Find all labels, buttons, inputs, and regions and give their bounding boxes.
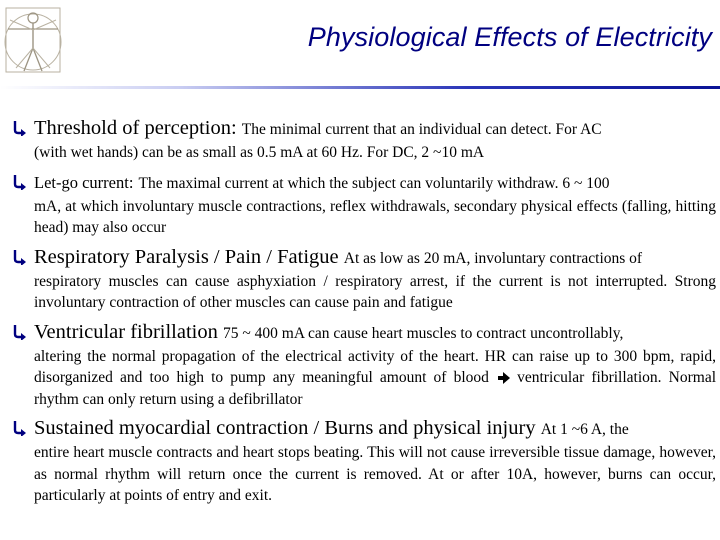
bullet-lead: The maximal current at which the subject can voluntarily withdraw. 6 ~ 100 [138,174,610,192]
curved-arrow-icon [10,119,27,136]
list-item [10,170,716,239]
bullet-heading: Respiratory Paralysis / Pain / Fatigue [34,245,339,268]
bullet-body: (with wet hands) can be as small as 0.5 mA at 60 Hz. For DC, 2 ~10 mA [34,144,485,161]
bullet-body: entire heart muscle contracts and heart stops beating. This will not cause irreversible tissue damage, however, as normal rhythm will return once the current is removed. At or after 10A, however, burns can occur, particularly at points of entry and exit. [34,444,716,504]
curved-arrow-icon [10,419,27,436]
bullet-heading: Sustained myocardial contraction / Burns and physical injury [34,417,536,439]
curved-arrow-icon [10,173,27,190]
right-arrow-icon [498,372,510,384]
bullet-lead: The minimal current that an individual can detect. For AC [241,121,602,138]
bullet-heading: Let-go current: [34,172,134,192]
bullet-lead: 75 ~ 400 mA can cause heart muscles to contract uncontrollably, [223,324,624,342]
bullet-list [10,116,716,513]
list-item [10,416,716,507]
bullet-body: respiratory muscles can cause asphyxiation / respiratory arrest, if the current is not interrupted. Strong involuntary contraction of other muscles can cause pain and fatigue [34,272,716,311]
slide-title: Physiological Effects of Electricity [307,22,712,52]
bullet-lead: At 1 ~6 A, the [540,421,629,438]
bullet-body-tail: ventricular fibrillation. Normal rhythm can only return using a defibrillator [34,369,717,408]
vitruvian-man-icon [2,2,64,78]
bullet-heading: Ventricular fibrillation [34,320,218,343]
curved-arrow-icon [10,323,27,340]
list-item [10,116,716,164]
bullet-body [34,346,716,411]
bullet-lead: At as low as 20 mA, involuntary contractions of [343,249,643,267]
list-item [10,320,716,411]
list-item [10,245,716,314]
bullet-heading: Threshold of perception: [34,117,237,139]
title-divider [0,86,720,89]
curved-arrow-icon [10,248,27,265]
bullet-body: mA, at which involuntary muscle contractions, reflex withdrawals, secondary physical effects (falling, hitting head) may also occur [34,197,716,236]
bullet-body-text: altering the normal propagation of the electrical activity of the heart. HR can raise up to 300 bpm, rapid, disorganized and too high to pump any meaningful amount of blood [34,347,716,386]
